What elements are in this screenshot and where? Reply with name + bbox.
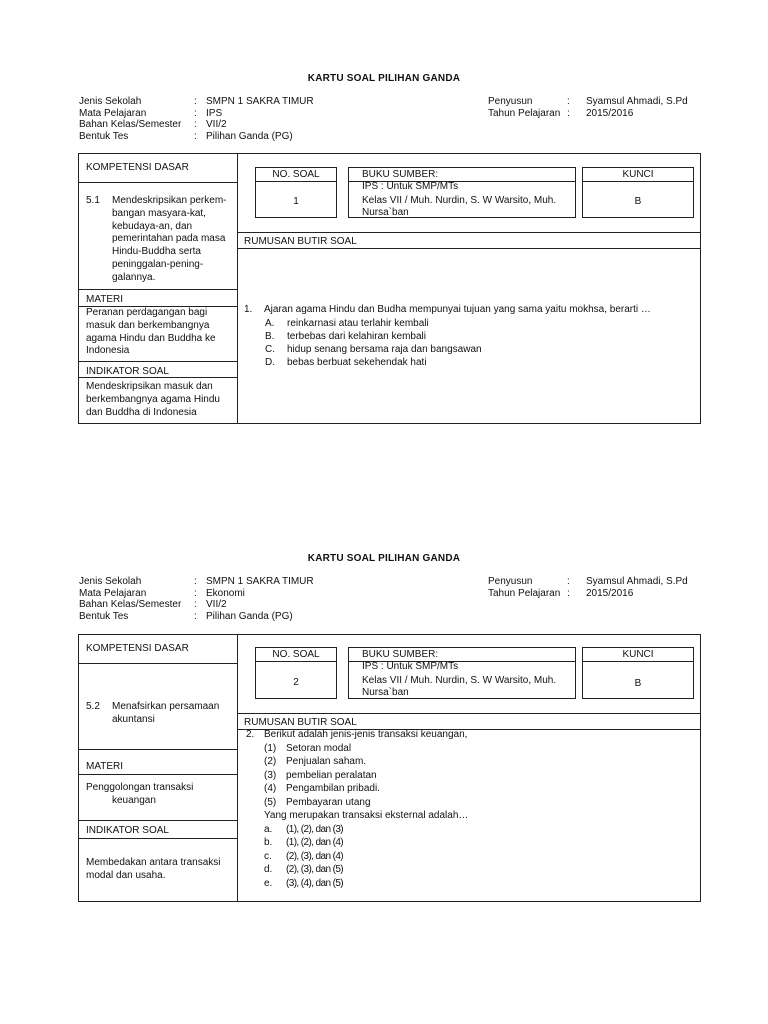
transaction-item xyxy=(264,783,380,794)
buku-sumber-line: Kelas VII / Muh. Nurdin, S. W Warsito, Muh. xyxy=(362,195,557,206)
buku-sumber-label: BUKU SUMBER: xyxy=(362,169,439,180)
no-soal-label: NO. SOAL xyxy=(272,169,320,180)
value-penyusun: Syamsul Ahmadi, S.Pd xyxy=(586,96,688,107)
option-text: (2), (3), dan (4) xyxy=(286,851,344,862)
question-text: Berikut adalah jenis-jenis transaksi keuangan, xyxy=(264,729,468,740)
divider xyxy=(78,749,237,750)
option-key: B. xyxy=(265,331,275,342)
header-right-values xyxy=(586,96,688,119)
value-bentuk-tes: Pilihan Ganda (PG) xyxy=(206,130,293,142)
option-c xyxy=(264,851,343,862)
buku-sumber-line: IPS : Untuk SMP/MTs xyxy=(362,661,459,672)
option-key: e. xyxy=(264,878,273,889)
header-right-labels xyxy=(488,96,560,119)
colon: : xyxy=(194,96,197,107)
value-bentuk-tes: Pilihan Ganda (PG) xyxy=(206,610,293,622)
no-soal-value: 1 xyxy=(293,196,299,207)
divider xyxy=(237,713,701,714)
materi-label: MATERI xyxy=(86,761,124,772)
header-labels xyxy=(79,576,181,622)
question-number: 1. xyxy=(244,304,253,315)
option-key: c. xyxy=(264,851,272,862)
option-text: (1), (2), dan (4) xyxy=(286,837,344,848)
kunci-label: KUNCI xyxy=(622,169,654,180)
option-d xyxy=(264,864,343,875)
option-key: b. xyxy=(264,837,273,848)
option-key: a. xyxy=(264,824,273,835)
colon: : xyxy=(194,599,197,610)
question-tail: Yang merupakan transaksi eksternal adalah… xyxy=(264,810,469,821)
kompetensi-number: 5.1 xyxy=(86,195,100,206)
transaction-item xyxy=(264,770,377,781)
divider xyxy=(78,838,237,839)
buku-sumber-line: IPS : Untuk SMP/MTs xyxy=(362,181,459,192)
kunci-label: KUNCI xyxy=(622,649,654,660)
option-text: (2), (3), dan (5) xyxy=(286,864,344,875)
materi-text: Peranan perdagangan bagi masuk dan berkembangnya agama Hindu dan Buddha ke Indonesia xyxy=(86,307,216,357)
value-mata-pelajaran: IPS xyxy=(206,107,223,119)
colon: : xyxy=(194,107,197,119)
kompetensi-text: Mendeskripsikan perkem-bangan masyara-kat, kebudaya-an, dan pemerintahan pada masa Hindu-Buddha serta peninggalan-pening-galannya. xyxy=(112,195,227,283)
indikator-label: INDIKATOR SOAL xyxy=(86,825,169,836)
buku-sumber-label: BUKU SUMBER: xyxy=(362,649,439,660)
colon: : xyxy=(194,610,197,622)
option-text: (1), (2), dan (3) xyxy=(286,824,344,835)
divider xyxy=(78,182,237,183)
divider xyxy=(255,181,337,182)
transaction-item xyxy=(264,743,351,754)
label-mata-pelajaran: Mata Pelajaran xyxy=(79,587,147,599)
header-values xyxy=(206,96,314,142)
header-right-values xyxy=(586,576,688,599)
header-right-colons xyxy=(567,576,570,599)
rumusan-label: RUMUSAN BUTIR SOAL xyxy=(244,236,357,247)
colon: : xyxy=(567,96,570,107)
value-tahun-pelajaran: 2015/2016 xyxy=(586,107,634,119)
kompetensi-label: KOMPETENSI DASAR xyxy=(86,162,189,173)
label-jenis-sekolah: Jenis Sekolah xyxy=(79,96,142,107)
divider xyxy=(78,289,237,290)
divider xyxy=(78,820,237,821)
label-penyusun: Penyusun xyxy=(488,576,533,587)
materi-text-line2: keuangan xyxy=(112,795,156,806)
divider xyxy=(582,181,694,182)
divider xyxy=(78,774,237,775)
divider xyxy=(237,232,701,233)
item-key: (4) xyxy=(264,783,277,794)
value-tahun-pelajaran: 2015/2016 xyxy=(586,587,634,599)
colon: : xyxy=(194,576,197,587)
question-text: Ajaran agama Hindu dan Budha mempunyai tujuan yang sama yaitu mokhsa, berarti … xyxy=(264,304,651,315)
colon: : xyxy=(194,119,197,130)
colon: : xyxy=(194,130,197,142)
item-key: (1) xyxy=(264,743,277,754)
value-penyusun: Syamsul Ahmadi, S.Pd xyxy=(586,576,688,587)
option-key: C. xyxy=(265,344,275,355)
item-text: Pembayaran utang xyxy=(286,797,371,808)
header-values xyxy=(206,576,314,622)
option-b xyxy=(265,331,426,342)
option-text: (3), (4), dan (5) xyxy=(286,878,344,889)
divider xyxy=(237,248,701,249)
kompetensi-text: Menafsirkan persamaan akuntansi xyxy=(112,701,220,725)
option-text: bebas berbuat sekehendak hati xyxy=(287,357,427,368)
column-divider xyxy=(237,634,238,902)
option-d xyxy=(265,357,427,368)
no-soal-value: 2 xyxy=(293,677,299,688)
option-text: terbebas dari kelahiran kembali xyxy=(287,331,426,342)
option-text: reinkarnasi atau terlahir kembali xyxy=(287,318,429,329)
divider xyxy=(255,661,337,662)
label-bahan-kelas: Bahan Kelas/Semester xyxy=(79,599,182,610)
value-jenis-sekolah: SMPN 1 SAKRA TIMUR xyxy=(206,576,314,587)
transaction-item xyxy=(264,756,366,767)
header-right-labels xyxy=(488,576,560,599)
option-key: A. xyxy=(265,318,275,329)
item-key: (2) xyxy=(264,756,277,767)
label-bentuk-tes: Bentuk Tes xyxy=(79,610,129,622)
header-labels xyxy=(79,96,181,142)
value-jenis-sekolah: SMPN 1 SAKRA TIMUR xyxy=(206,96,314,107)
colon: : xyxy=(567,576,570,587)
header-right-colons xyxy=(567,96,570,119)
value-bahan-kelas: VII/2 xyxy=(206,599,227,610)
card-title: KARTU SOAL PILIHAN GANDA xyxy=(307,73,461,84)
option-b xyxy=(264,837,343,848)
value-bahan-kelas: VII/2 xyxy=(206,119,227,130)
label-penyusun: Penyusun xyxy=(488,96,533,107)
card-title: KARTU SOAL PILIHAN GANDA xyxy=(307,553,461,564)
item-text: Pengambilan pribadi. xyxy=(286,783,380,794)
label-bentuk-tes: Bentuk Tes xyxy=(79,130,129,142)
buku-sumber-line: Nursa`ban xyxy=(362,687,409,698)
indikator-label: INDIKATOR SOAL xyxy=(86,366,169,377)
colon: : xyxy=(567,587,570,599)
value-mata-pelajaran: Ekonomi xyxy=(206,587,245,599)
kompetensi-number: 5.2 xyxy=(86,701,100,712)
rumusan-label: RUMUSAN BUTIR SOAL xyxy=(244,717,357,728)
option-a xyxy=(265,318,429,329)
kompetensi-label: KOMPETENSI DASAR xyxy=(86,643,189,654)
option-e xyxy=(264,878,343,889)
divider xyxy=(582,661,694,662)
indikator-text: Membedakan antara transaksi modal dan usaha. xyxy=(86,857,221,881)
item-key: (3) xyxy=(264,770,277,781)
option-a xyxy=(264,824,343,835)
label-bahan-kelas: Bahan Kelas/Semester xyxy=(79,119,182,130)
transaction-item xyxy=(264,797,371,808)
option-c xyxy=(265,344,482,355)
option-key: D. xyxy=(265,357,275,368)
option-key: d. xyxy=(264,864,273,875)
kunci-value: B xyxy=(634,678,642,689)
divider xyxy=(78,377,237,378)
no-soal-label: NO. SOAL xyxy=(272,649,320,660)
item-text: pembelian peralatan xyxy=(286,770,377,781)
divider xyxy=(78,663,237,664)
buku-sumber-line: Nursa`ban xyxy=(362,207,409,218)
option-text: hidup senang bersama raja dan bangsawan xyxy=(287,344,482,355)
label-tahun-pelajaran: Tahun Pelajaran xyxy=(488,107,561,119)
question-number: 2. xyxy=(246,729,255,740)
buku-sumber-line: Kelas VII / Muh. Nurdin, S. W Warsito, Muh. xyxy=(362,675,557,686)
colon: : xyxy=(194,587,197,599)
divider xyxy=(78,361,237,362)
item-text: Penjualan saham. xyxy=(286,756,367,767)
materi-label: MATERI xyxy=(86,294,124,305)
label-jenis-sekolah: Jenis Sekolah xyxy=(79,576,142,587)
colon: : xyxy=(567,107,570,119)
indikator-text: Mendeskripsikan masuk dan berkembangnya agama Hindu dan Buddha di Indonesia xyxy=(86,381,220,418)
label-mata-pelajaran: Mata Pelajaran xyxy=(79,107,147,119)
header-colons xyxy=(194,576,197,622)
kunci-value: B xyxy=(634,196,642,207)
label-tahun-pelajaran: Tahun Pelajaran xyxy=(488,587,561,599)
header-colons xyxy=(194,96,197,142)
materi-text-line1: Penggolongan transaksi xyxy=(86,782,194,793)
column-divider xyxy=(237,153,238,424)
item-key: (5) xyxy=(264,797,277,808)
item-text: Setoran modal xyxy=(286,743,352,754)
